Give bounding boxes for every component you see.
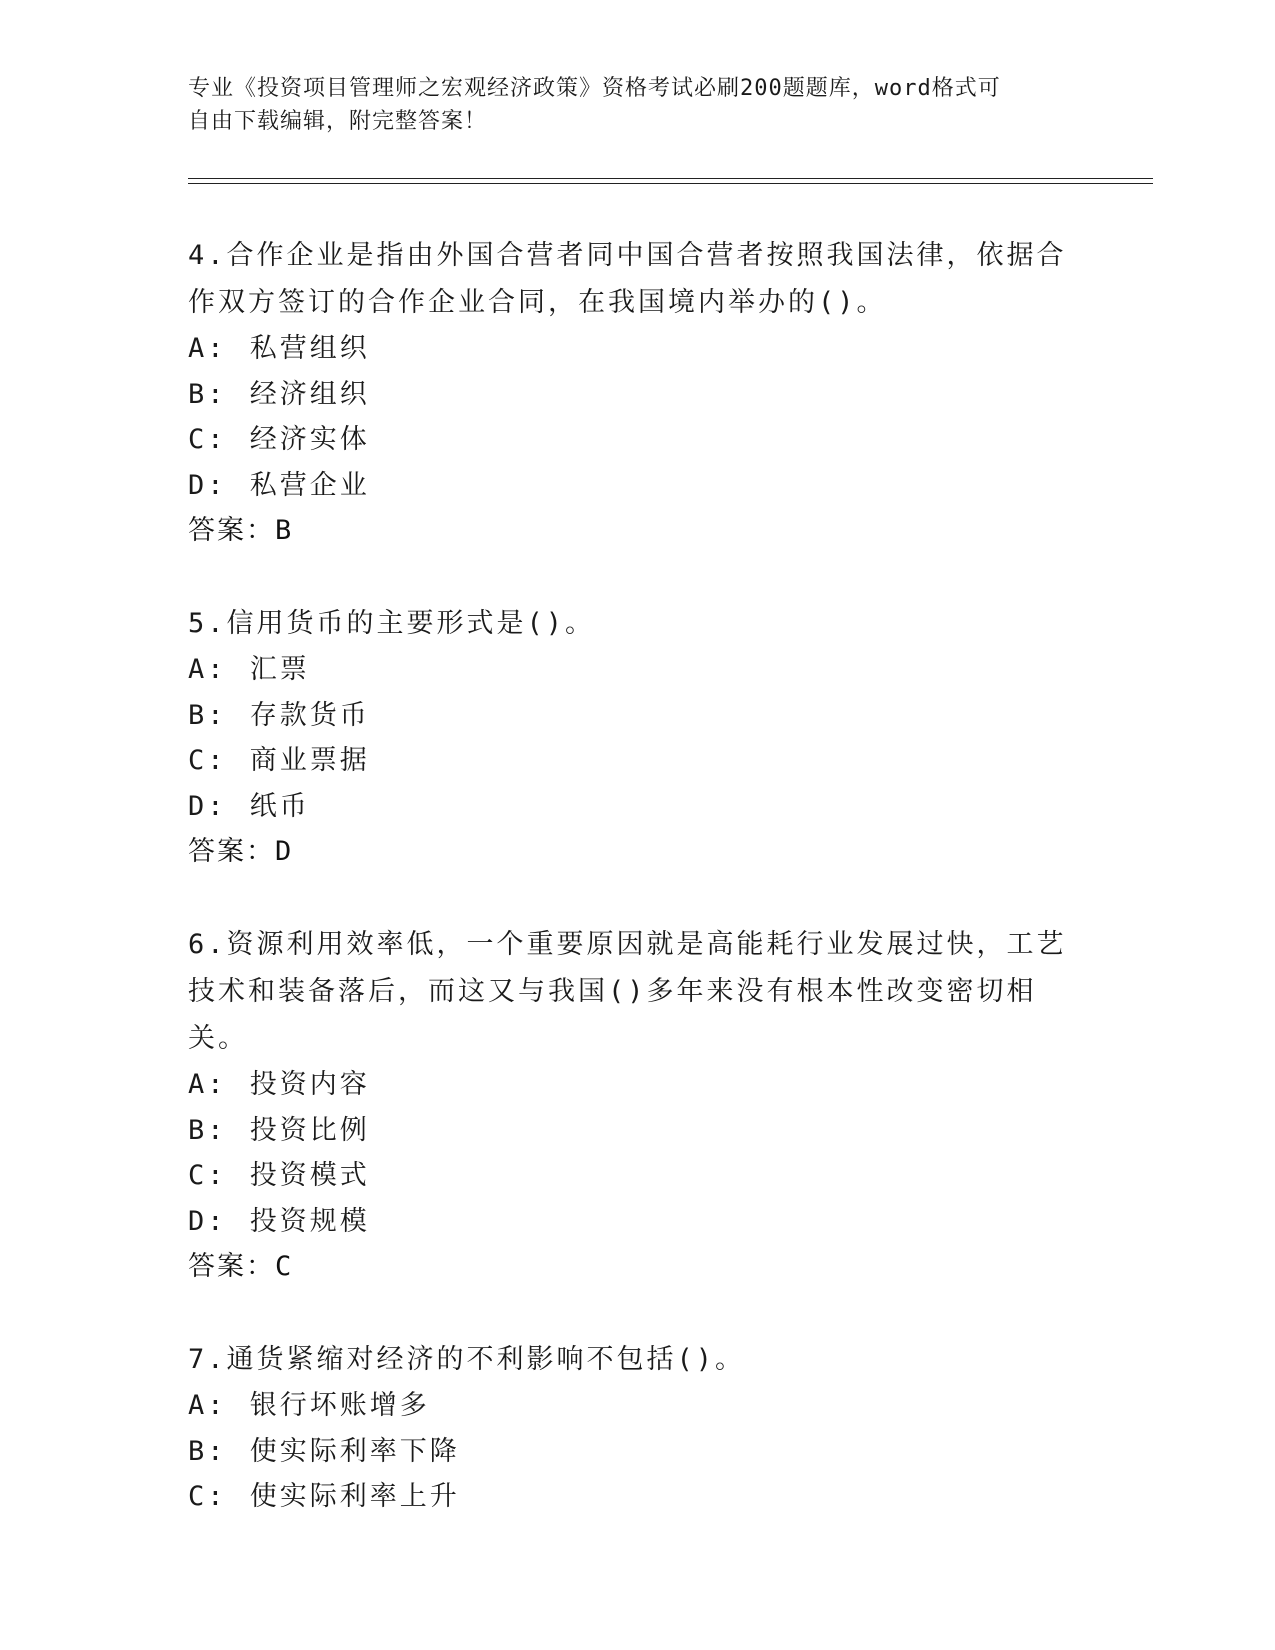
option-key: A bbox=[188, 654, 208, 685]
option-text: 投资比例 bbox=[249, 1114, 370, 1146]
option-text: 私营企业 bbox=[249, 469, 370, 501]
option-key: D bbox=[188, 469, 208, 501]
option-d: D: 纸币 bbox=[188, 790, 310, 822]
answer-line: 答案：C bbox=[188, 1251, 294, 1282]
option-a: A: 投资内容 bbox=[188, 1069, 370, 1100]
option-b: B: 经济组织 bbox=[188, 378, 370, 410]
option-text: 使实际利率下降 bbox=[249, 1435, 460, 1467]
option-key: D bbox=[188, 790, 208, 822]
option-key: B bbox=[188, 378, 208, 410]
option-key: C bbox=[188, 424, 208, 455]
option-text: 纸币 bbox=[249, 790, 310, 822]
answer-line: 答案：D bbox=[188, 836, 294, 867]
question-item bbox=[188, 232, 1068, 554]
option-key: A bbox=[188, 333, 208, 364]
header-divider-top bbox=[188, 178, 1153, 179]
question-text: 6.资源利用效率低，一个重要原因就是高能耗行业发展过快，工艺技术和装备落后，而这又与我国()多年来没有根本性改变密切相关。 bbox=[188, 929, 1067, 1054]
header-divider-bottom bbox=[188, 183, 1153, 184]
option-c: C: 商业票据 bbox=[188, 745, 370, 776]
question-item bbox=[188, 1336, 1068, 1520]
option-text: 商业票据 bbox=[249, 745, 370, 776]
option-key: B bbox=[188, 1435, 208, 1467]
question-list bbox=[188, 232, 1068, 1566]
option-key: B bbox=[188, 699, 208, 731]
header-title-line-2: 自由下载编辑，附完整答案！ bbox=[188, 109, 488, 134]
option-c: C: 经济实体 bbox=[188, 424, 370, 455]
question-text: 5.信用货币的主要形式是()。 bbox=[188, 608, 596, 639]
option-a: A: 私营组织 bbox=[188, 333, 370, 364]
option-text: 汇票 bbox=[249, 654, 310, 685]
option-key: A bbox=[188, 1390, 208, 1421]
option-b: B: 投资比例 bbox=[188, 1114, 370, 1146]
option-c: C: 投资模式 bbox=[188, 1160, 370, 1191]
question-text: 7.通货紧缩对经济的不利影响不包括()。 bbox=[188, 1344, 746, 1375]
option-text: 投资内容 bbox=[249, 1069, 370, 1100]
header-title-line-1: 专业《投资项目管理师之宏观经济政策》资格考试必刷200题题库，word格式可 bbox=[188, 76, 1001, 101]
option-key: B bbox=[188, 1114, 208, 1146]
option-key: C bbox=[188, 1481, 208, 1512]
option-key: A bbox=[188, 1069, 208, 1100]
option-key: C bbox=[188, 1160, 208, 1191]
question-item bbox=[188, 600, 1068, 875]
option-key: D bbox=[188, 1205, 208, 1237]
option-key: C bbox=[188, 745, 208, 776]
option-d: D: 投资规模 bbox=[188, 1205, 370, 1237]
option-text: 经济组织 bbox=[249, 378, 370, 410]
option-b: B: 存款货币 bbox=[188, 699, 370, 731]
answer-line: 答案：B bbox=[188, 515, 294, 546]
option-text: 银行坏账增多 bbox=[249, 1390, 430, 1421]
option-text: 使实际利率上升 bbox=[249, 1481, 460, 1512]
option-text: 私营组织 bbox=[249, 333, 370, 364]
option-text: 投资规模 bbox=[249, 1205, 370, 1237]
document-header bbox=[188, 72, 1068, 138]
option-a: A: 银行坏账增多 bbox=[188, 1390, 430, 1421]
question-text: 4.合作企业是指由外国合营者同中国合营者按照我国法律，依据合作双方签订的合作企业合同，在我国境内举办的()。 bbox=[188, 240, 1067, 318]
option-text: 存款货币 bbox=[249, 699, 370, 731]
option-c: C: 使实际利率上升 bbox=[188, 1481, 460, 1512]
question-item bbox=[188, 921, 1068, 1290]
option-text: 经济实体 bbox=[249, 424, 370, 455]
option-text: 投资模式 bbox=[249, 1160, 370, 1191]
option-d: D: 私营企业 bbox=[188, 469, 370, 501]
option-a: A: 汇票 bbox=[188, 654, 310, 685]
option-b: B: 使实际利率下降 bbox=[188, 1435, 460, 1467]
